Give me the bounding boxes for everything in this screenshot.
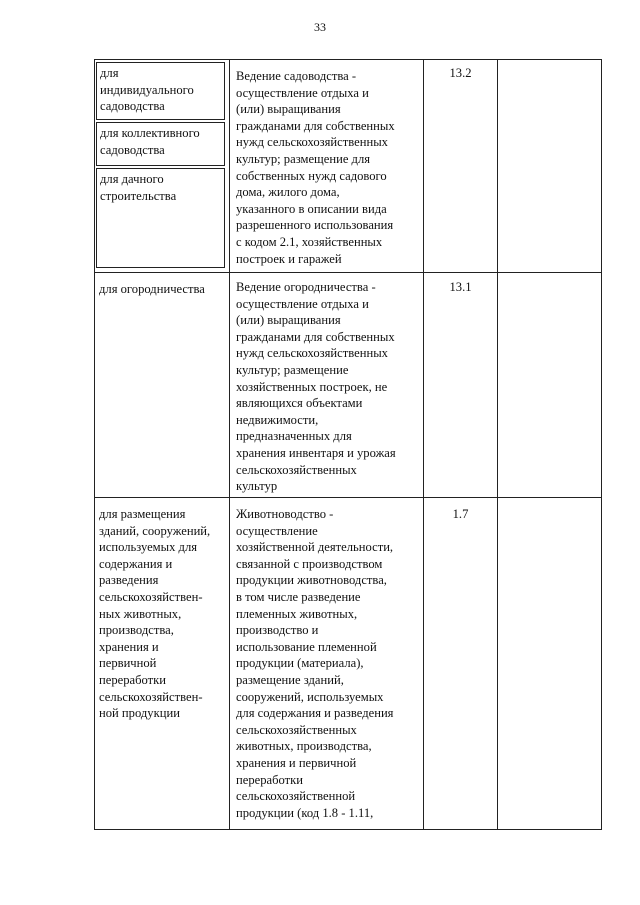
description-cell: Ведение огородничества - осуществление отдыха и (или) выращивания гражданами для собственных нужд сельскохозяйственных культур; размещение хозяйственных построек, не являющихся объектами недвижимости, предназначенных для хранения инвентаря и урожая сельскохозяйственных культур: [236, 280, 396, 494]
column-divider-1: [229, 59, 230, 830]
description-cell: Животноводство - осуществление хозяйственной деятельности, связанной с производством продукции животноводства, в том числе разведение племенных животных, производство и использование племенной продукции (материала), размещение зданий, сооружений, используемых для содержания и разведения сельскохозяйственных животных, производства, хранения и первичной переработки сельскохозяйственной продукции (код 1.8 - 1.11,: [236, 507, 394, 820]
category-cell: для огородничества: [99, 282, 205, 296]
subcategory-cell: для коллективного садоводства: [96, 122, 225, 166]
subcategory-cell: для индивидуального садоводства: [96, 62, 225, 120]
code-cell: 13.1: [449, 280, 472, 294]
table-bottom-border: [94, 829, 602, 830]
table-left-border: [94, 59, 95, 830]
category-cell: для размещения зданий, сооружений, используемых для содержания и разведения сельскохозяйствен- ных животных, производства, хранения и первичной переработки сельскохозяйствен- ной продукции: [99, 507, 211, 721]
page-number: 33: [314, 20, 326, 34]
row-divider-2: [94, 497, 602, 498]
code-cell: 13.2: [449, 66, 472, 80]
row-divider-1: [94, 272, 602, 273]
table-right-border: [601, 59, 602, 830]
code-cell: 1.7: [452, 507, 469, 521]
column-divider-3: [497, 59, 498, 830]
description-cell: Ведение садоводства - осуществление отдыха и (или) выращивания гражданами для собственных нужд сельскохозяйственных культур; размещение для собственных нужд садового дома, жилого дома, указанного в описании вида разрешенного использования с кодом 2.1, хозяйственных построек и гаражей: [236, 69, 395, 266]
column-divider-2: [423, 59, 424, 830]
subcategory-cell: для дачного строительства: [96, 168, 225, 268]
table-top-border: [94, 59, 602, 60]
